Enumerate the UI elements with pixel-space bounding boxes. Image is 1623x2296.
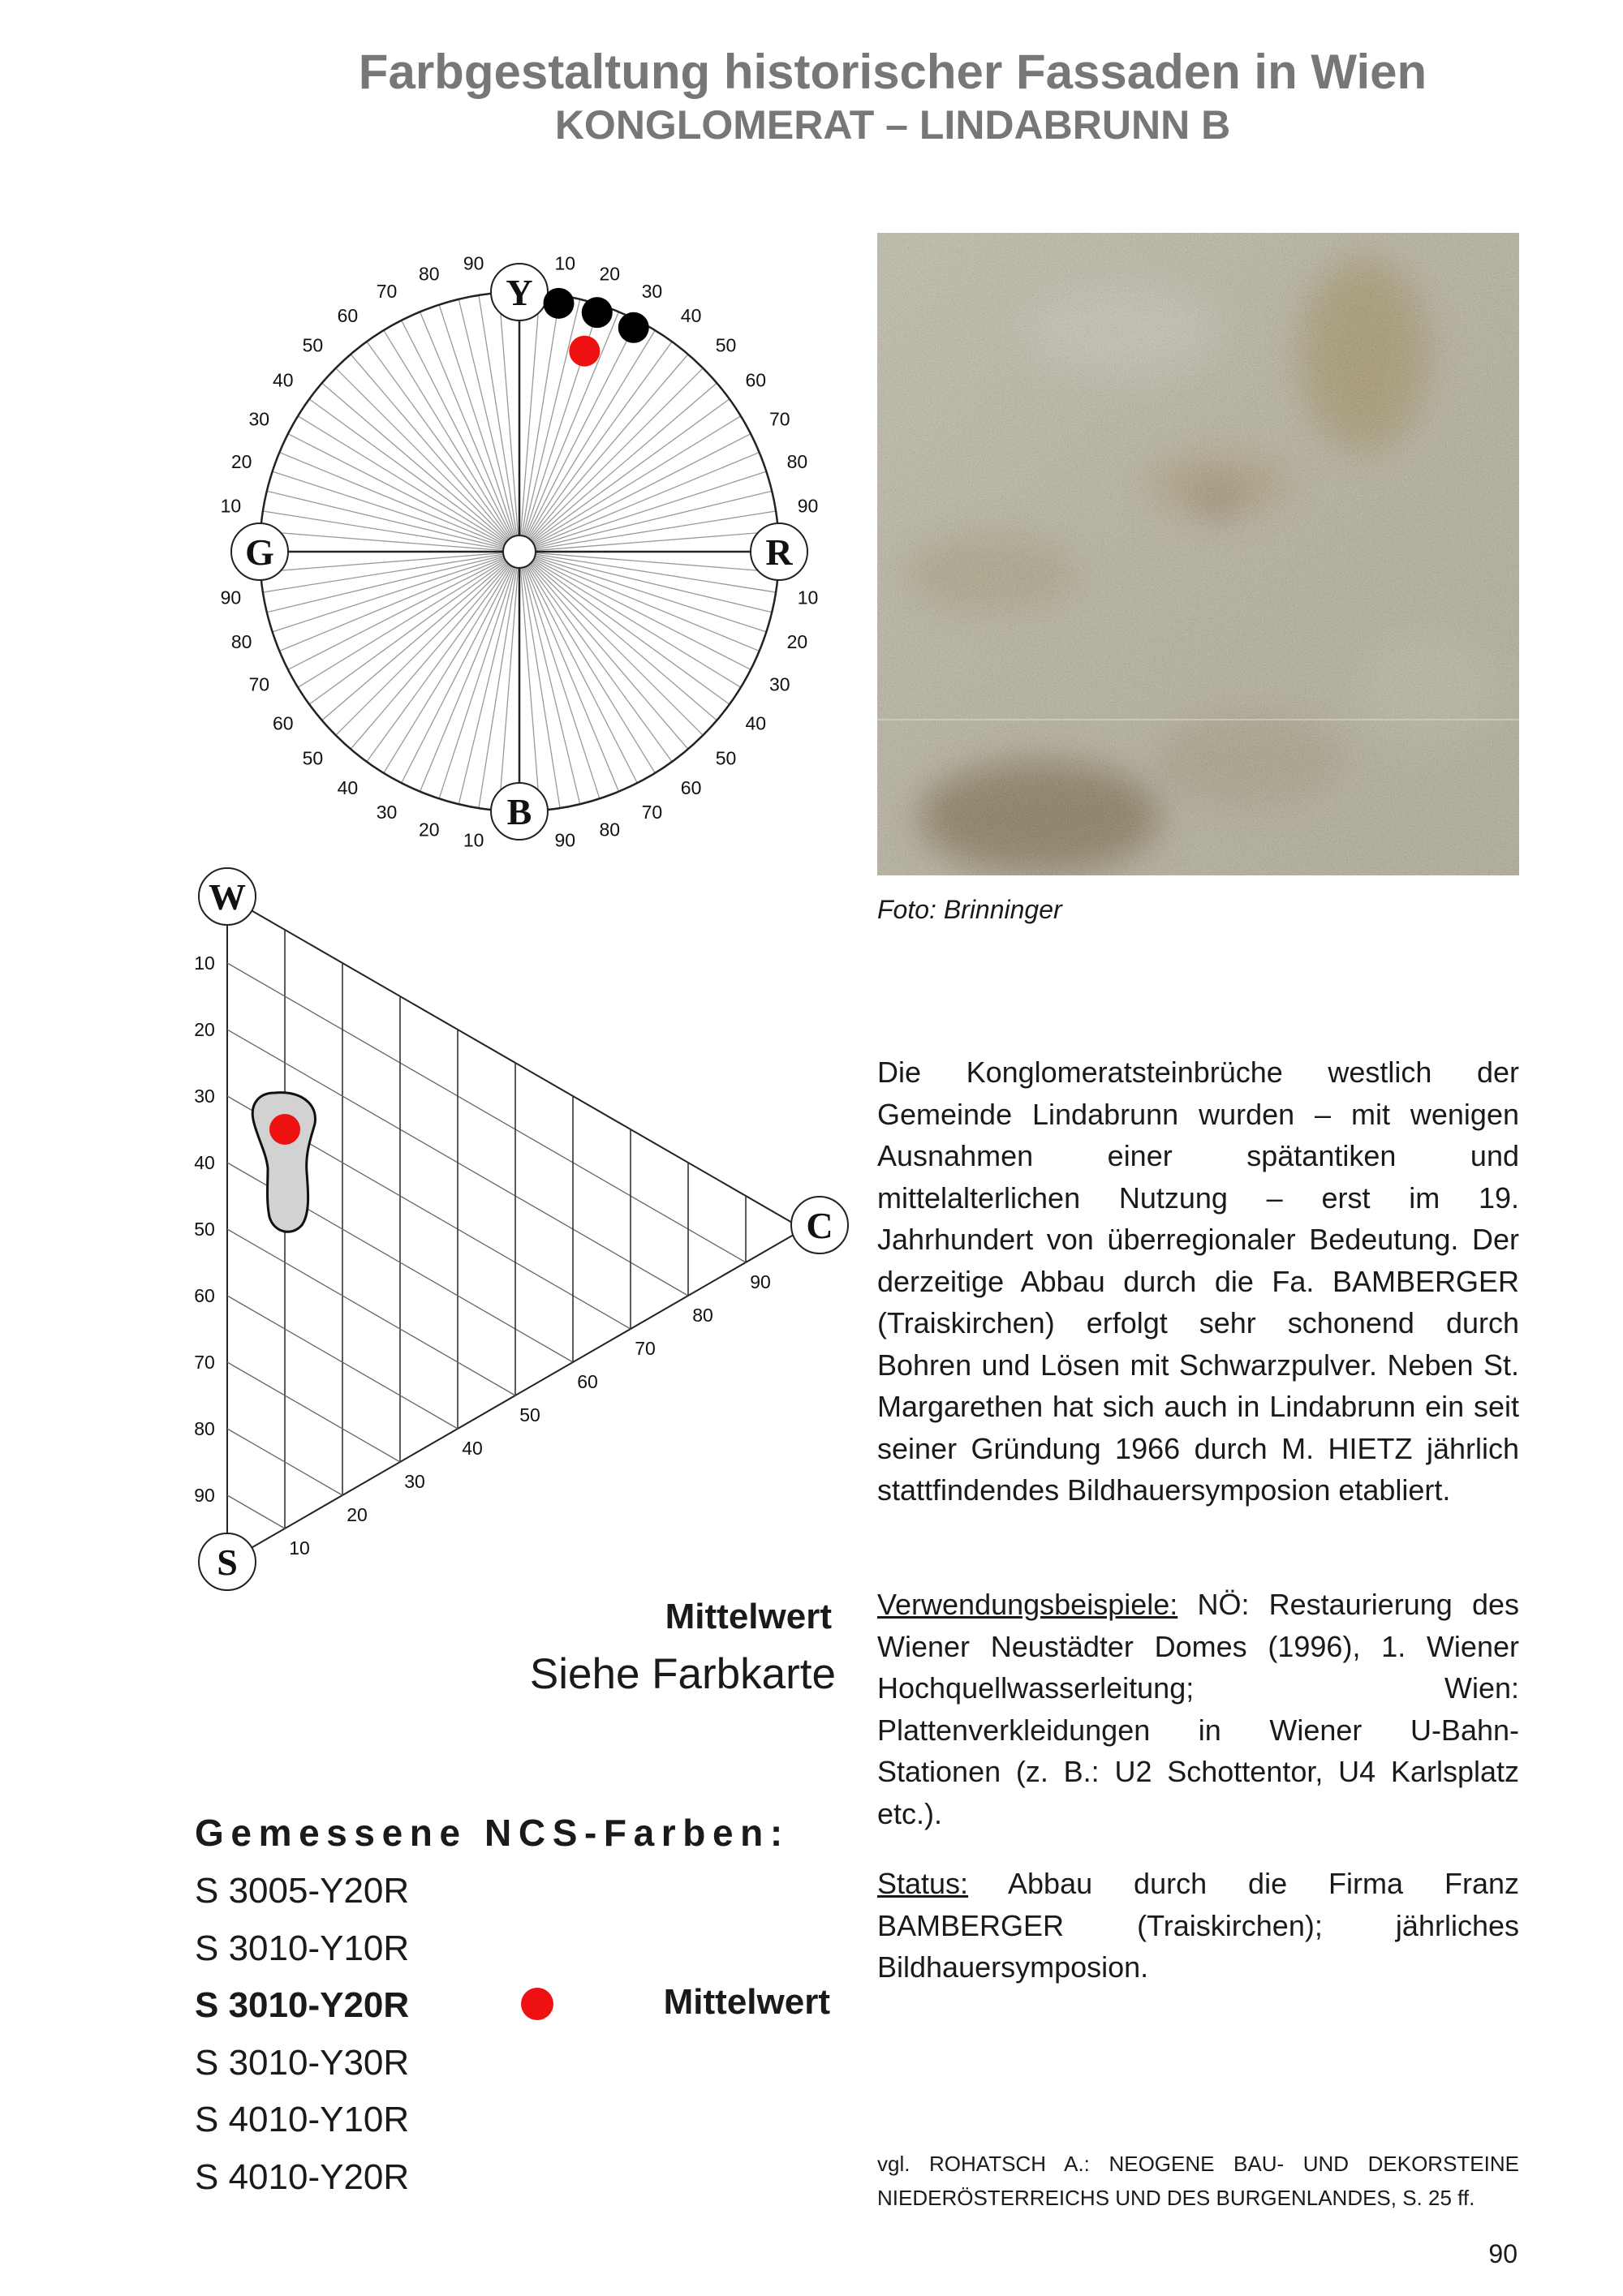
status-paragraph: [877, 1863, 1519, 1989]
reference: [877, 2147, 1519, 2215]
hue-tick-label: 10: [220, 495, 242, 517]
mittelwert-label: Mittelwert: [665, 1597, 832, 1636]
hue-tick-label: 40: [680, 304, 702, 326]
chroma-label: 50: [519, 1404, 540, 1425]
hue-dot-Y10R: [543, 288, 574, 319]
ncs-item: S 3005-Y20R: [195, 1871, 410, 1911]
hue-spoke: [402, 320, 512, 537]
hue-tick-label: 50: [302, 334, 324, 356]
triangle-mean-dot: [269, 1114, 300, 1145]
triangle-grid: [227, 896, 803, 1562]
hue-spoke: [535, 556, 772, 613]
ncs-hue-circle: [187, 227, 852, 892]
hue-tick-label: 20: [786, 631, 808, 653]
hue-tick-label: 80: [599, 819, 621, 841]
hue-tick-label: 30: [376, 801, 398, 823]
hue-mean-dot: [569, 336, 600, 367]
hue-tick-label: 70: [768, 408, 790, 430]
hue-spoke: [523, 299, 580, 536]
hue-dot-Y20R: [582, 297, 613, 328]
hue-tick-label: 20: [230, 450, 252, 472]
hue-spoke: [336, 368, 508, 540]
hue-tick-label: 60: [272, 712, 294, 734]
corner-label-C: C: [806, 1205, 833, 1246]
measured-region-blob: [252, 1093, 315, 1232]
status-label: Status:: [877, 1867, 969, 1900]
ncs-item: S 3010-Y10R: [195, 1928, 410, 1968]
blackness-label: 80: [194, 1418, 215, 1439]
blackness-label: 30: [194, 1086, 215, 1107]
hue-spoke: [527, 565, 655, 773]
hue-measured-dots: [543, 288, 648, 367]
ncs-item: S 4010-Y10R: [195, 2100, 410, 2139]
ncs-item: S 4010-Y20R: [195, 2157, 410, 2197]
hue-spoke: [267, 556, 504, 613]
chroma-label: 60: [577, 1371, 598, 1392]
stone-photo: [877, 233, 1519, 875]
page-subtitle: KONGLOMERAT – LINDABRUNN B: [554, 102, 1231, 148]
status-text: Abbau durch die Firma Franz BAMBERGER (Traiskirchen); jährliches Bildhauersymposion.: [877, 1867, 1519, 1984]
hue-spoke: [267, 491, 504, 548]
page-title: Farbgestaltung historischer Fassaden in Wien: [358, 45, 1427, 99]
chroma-label: 20: [347, 1504, 368, 1525]
hue-tick-label: 60: [680, 777, 702, 799]
hue-tick-label: 10: [554, 252, 576, 274]
hue-spoke: [384, 330, 511, 538]
hue-tick-label: 90: [797, 495, 819, 517]
hue-spoke: [531, 368, 703, 540]
usage-text: NÖ: Restaurierung des Wiener Neustädter Domes (1996), 1. Wiener Hochquellwasserleitung; Wien: Plattenverkleidungen in Wiener U-Bahn-Stationen (z. B.: U2 Schottentor, U4 Karlsplatz etc.).: [877, 1588, 1519, 1830]
hue-tick-label: 10: [463, 829, 484, 851]
reference-line-1: vgl. ROHATSCH A.: NEOGENE BAU- UND DEKORSTEINE: [877, 2152, 1519, 2176]
hue-spoke: [458, 299, 515, 536]
chroma-label: 80: [692, 1305, 713, 1326]
hue-dot-Y30R: [618, 312, 649, 343]
hue-tick-label: 50: [302, 747, 324, 769]
reference-line-2: NIEDERÖSTERREICHS UND DES BURGENLANDES, S. 25 ff.: [877, 2186, 1475, 2210]
chroma-label: 70: [635, 1338, 656, 1359]
grid-line-black: [227, 1362, 400, 1462]
usage-examples: [877, 1584, 1519, 1834]
page-number: 90: [1488, 2239, 1518, 2268]
hue-spoke: [534, 434, 751, 544]
blackness-label: 40: [194, 1152, 215, 1173]
ncs-item-mean: S 3010-Y20R: [195, 1985, 410, 2025]
hue-spoke: [533, 416, 741, 544]
ncs-heading: Gemessene NCS-Farben:: [195, 1812, 790, 1854]
hue-tick-label: 40: [337, 777, 359, 799]
hue-tick-label: 80: [418, 263, 440, 285]
hue-circle-center: [503, 535, 536, 568]
hue-spoke: [402, 566, 512, 783]
blackness-label: 60: [194, 1285, 215, 1306]
blackness-label: 70: [194, 1352, 215, 1373]
hue-tick-label: 90: [554, 829, 576, 851]
ncs-item: S 3010-Y30R: [195, 2043, 410, 2083]
pole-label-R: R: [765, 531, 793, 573]
stone-texture-image: [877, 233, 1519, 875]
hue-spoke: [298, 416, 506, 544]
hue-tick-label: 30: [641, 281, 663, 303]
ncs-mean-label: Mittelwert: [663, 1982, 830, 2022]
blackness-label: 50: [194, 1219, 215, 1240]
pole-label-G: G: [245, 531, 274, 573]
corner-label-S: S: [217, 1541, 238, 1583]
blackness-label: 90: [194, 1485, 215, 1506]
hue-spoke: [288, 434, 505, 544]
photo-caption: Foto: Brinninger: [877, 895, 1062, 924]
grid-line-black: [227, 1495, 285, 1529]
hue-spoke: [458, 567, 515, 804]
hue-tick-label: 50: [715, 334, 737, 356]
hue-tick-label: 80: [786, 450, 808, 472]
hue-tick-label: 20: [599, 263, 621, 285]
hue-tick-label: 90: [463, 252, 484, 274]
hue-tick-label: 90: [220, 587, 242, 608]
hue-tick-label: 70: [641, 801, 663, 823]
hue-tick-label: 60: [337, 304, 359, 326]
chroma-label: 10: [289, 1537, 310, 1559]
pole-label-B: B: [506, 791, 532, 832]
hue-spoke: [531, 563, 703, 735]
ncs-nuance-triangle: [179, 860, 860, 1606]
hue-spoke: [298, 560, 506, 687]
mittelwert-sub: Siehe Farbkarte: [529, 1650, 836, 1698]
hue-spoke: [527, 566, 637, 783]
hue-tick-label: 10: [797, 587, 819, 608]
corner-label-W: W: [209, 876, 246, 918]
hue-tick-label: 30: [248, 408, 270, 430]
hue-spoke: [288, 559, 505, 669]
pole-label-Y: Y: [506, 272, 533, 313]
hue-tick-label: 30: [768, 673, 790, 695]
hue-tick-label: 70: [248, 673, 270, 695]
hue-spoke: [534, 559, 751, 669]
hue-tick-label: 50: [715, 747, 737, 769]
hue-spoke: [533, 560, 741, 687]
chroma-label: 40: [462, 1438, 483, 1459]
hue-spoke: [336, 563, 508, 735]
stone-description: Die Konglomeratsteinbrüche westlich der Gemeinde Lindabrunn wurden – mit wenigen Ausnahmen einer spätantiken und mittelalterlichen Nutzung – erst im 19. Jahrhundert von überregionaler Bedeutung. Der derzeitige Abbau durch die Fa. BAMBERGER (Traiskirchen) erfolgt sehr schonend durch Bohren und Lösen mit Schwarzpulver. Neben St. Margarethen hat sich auch in Lindabrunn ein seit seiner Gründung 1966 durch M. HIETZ jährlich stattfindendes Bildhauersymposion etabliert.: [877, 1056, 1519, 1507]
hue-tick-label: 40: [745, 712, 767, 734]
hue-tick-label: 20: [418, 819, 440, 841]
hue-spoke: [523, 567, 580, 804]
hue-tick-label: 60: [745, 369, 767, 391]
hue-tick-label: 80: [230, 631, 252, 653]
blackness-label: 20: [194, 1019, 215, 1040]
hue-tick-label: 40: [272, 369, 294, 391]
grid-line-black: [227, 1229, 515, 1395]
chroma-label: 30: [404, 1471, 425, 1492]
hue-tick-label: 70: [376, 281, 398, 303]
usage-label: Verwendungsbeispiele:: [877, 1588, 1178, 1621]
hue-spoke: [535, 491, 772, 548]
mean-marker-dot: [521, 1988, 553, 2020]
chroma-label: 90: [750, 1271, 771, 1292]
hue-spoke: [384, 565, 511, 773]
blackness-label: 10: [194, 952, 215, 974]
